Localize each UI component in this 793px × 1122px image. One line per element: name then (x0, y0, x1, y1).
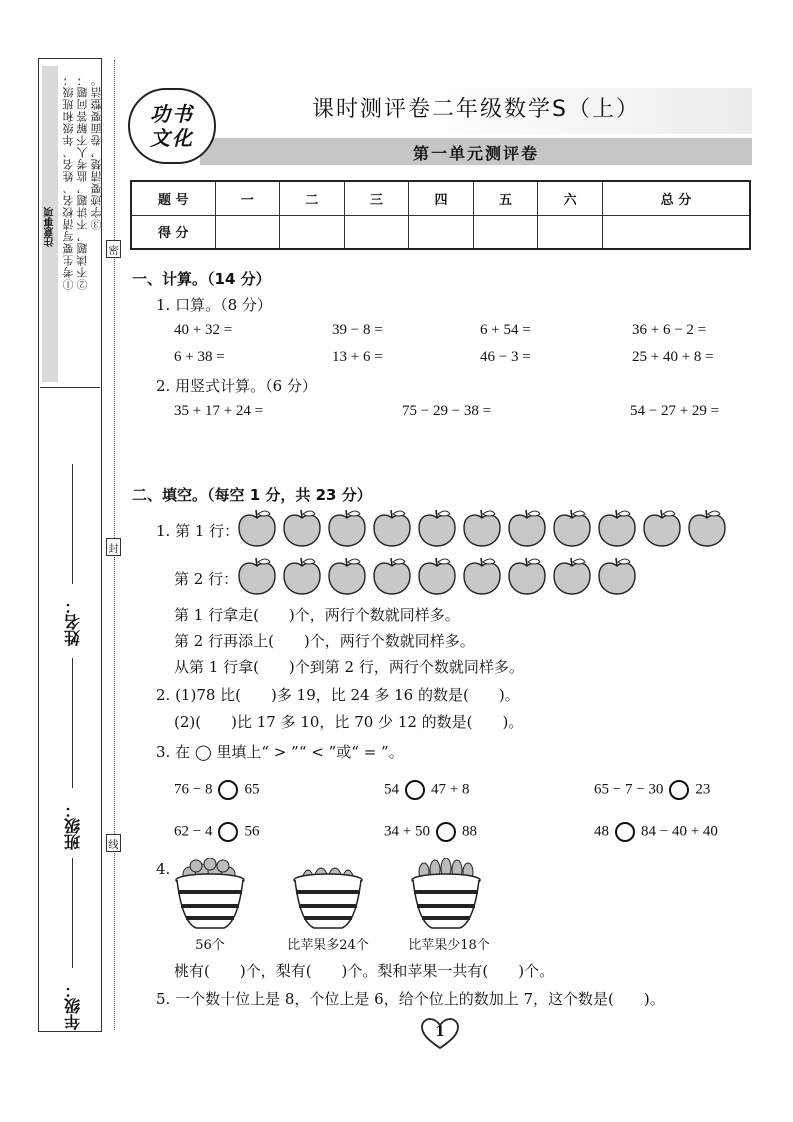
compare-circle[interactable] (405, 780, 425, 800)
oral-calc-item: 39 − 8 = (332, 322, 383, 338)
oral-calc-item: 6 + 38 = (174, 349, 225, 365)
note-line-1: ①考生要写清校名、姓名、年级和班级； (62, 74, 75, 290)
s2-q5-text: 5. 一个数十位上是 8，个位上是 6，给个位上的数加上 7，这个数是( )。 (156, 990, 665, 1008)
table-header-cell: 五 (473, 181, 538, 215)
oral-calc-item: 40 + 32 = (174, 322, 233, 338)
compare-item: 54 47 + 8 (384, 780, 469, 800)
class-line (72, 658, 73, 788)
brand-line-2: 文化 (150, 126, 194, 150)
section1-title: 一、计算。（14 分） (132, 270, 271, 288)
compare-item: 76 − 8 65 (174, 780, 259, 800)
name-label: 姓名： (63, 598, 83, 646)
basket-label-peaches: 比苹果多24个 (287, 938, 369, 953)
oral-calc-item: 25 + 40 + 8 = (632, 349, 714, 365)
table-header-cell: 二 (280, 181, 345, 215)
seal-mark-feng: 封 (106, 538, 121, 556)
oral-calc-item: 13 + 6 = (332, 349, 383, 365)
score-cell[interactable] (215, 215, 280, 249)
page-subtitle: 第一单元测评卷 (412, 144, 539, 163)
student-info (40, 388, 100, 1030)
apple-icon (416, 556, 458, 600)
basket-label-pears: 比苹果少18个 (408, 938, 490, 953)
apple-icon (236, 556, 278, 600)
compare-item: 62 − 4 56 (174, 822, 259, 842)
score-table-score-row (131, 215, 750, 249)
class-label: 班级： (63, 802, 83, 850)
apple-icon (416, 508, 458, 552)
s2-q2-line1: 2. (1)78 比( )多 19，比 24 多 16 的数是( )。 (156, 686, 520, 704)
table-header-cell: 总 分 (602, 181, 750, 215)
apple-basket-icon (172, 858, 248, 932)
apple-row2-label: 第 2 行： (174, 570, 239, 588)
oral-calc-item: 6 + 54 = (480, 322, 531, 338)
compare-item: 65 − 7 − 30 23 (594, 780, 710, 800)
section2-title: 二、填空。（每空 1 分，共 23 分） (132, 486, 372, 504)
basket-label-apples: 56个 (195, 938, 225, 953)
apple-icon (506, 556, 548, 600)
page-number-text: 1 (435, 1024, 445, 1040)
oral-calc-item: 46 − 3 = (480, 349, 531, 365)
apple-row1-label: 1. 第 1 行： (156, 522, 240, 540)
table-header-cell: 一 (215, 181, 280, 215)
apple-icon (281, 508, 323, 552)
compare-item: 48 84 − 40 + 40 (594, 822, 718, 842)
vertical-calc-item: 35 + 17 + 24 = (174, 403, 264, 419)
seal-mark-xian: 线 (106, 834, 121, 852)
note-line-3: ③字迹要清楚，卷面要整洁。 (90, 74, 103, 230)
oral-calc-item: 36 + 6 − 2 = (632, 322, 707, 338)
compare-circle[interactable] (669, 780, 689, 800)
page-number (420, 1018, 460, 1050)
s1-q2-title: 2. 用竖式计算。（6 分） (156, 377, 317, 395)
score-cell[interactable] (538, 215, 603, 249)
page-title: 课时测评卷二年级数学S（上） (312, 97, 640, 122)
s2-q1-line: 第 2 行再添上( )个，两行个数就同样多。 (174, 632, 475, 650)
apple-icon (371, 508, 413, 552)
brand-logo (128, 88, 216, 164)
apple-icon (326, 556, 368, 600)
apple-icon (506, 508, 548, 552)
brand-line-1: 功书 (150, 102, 194, 126)
apple-icon (686, 508, 728, 552)
grade-line (72, 858, 73, 968)
seal-mark-mi: 密 (106, 240, 121, 258)
notes-box (40, 60, 103, 388)
grade-label: 年级： (63, 982, 83, 1030)
score-label: 得 分 (131, 215, 215, 249)
s2-q4-number: 4. (156, 860, 171, 878)
s2-q2-line2: (2)( )比 17 多 10，比 70 少 12 的数是( )。 (174, 713, 524, 731)
apple-icon (596, 508, 638, 552)
apple-icon (281, 556, 323, 600)
apple-icon (461, 556, 503, 600)
score-cell[interactable] (602, 215, 750, 249)
apple-row-2 (236, 556, 638, 600)
name-line (72, 464, 73, 584)
apple-icon (551, 508, 593, 552)
apple-icon (641, 508, 683, 552)
score-cell[interactable] (280, 215, 345, 249)
score-cell[interactable] (409, 215, 474, 249)
s2-q1-line: 从第 1 行拿( )个到第 2 行，两行个数就同样多。 (174, 658, 524, 676)
apple-icon (236, 508, 278, 552)
apple-icon (461, 508, 503, 552)
table-header-cell: 四 (409, 181, 474, 215)
score-table-header-row (131, 181, 750, 215)
compare-circle[interactable] (615, 822, 635, 842)
notes-title: 注意事项 (42, 66, 58, 382)
apple-icon (551, 556, 593, 600)
compare-item: 34 + 50 88 (384, 822, 477, 842)
apple-row-1 (236, 508, 728, 552)
score-cell[interactable] (473, 215, 538, 249)
table-header-cell: 六 (538, 181, 603, 215)
table-header-cell: 三 (344, 181, 409, 215)
vertical-calc-item: 54 − 27 + 29 = (630, 403, 720, 419)
compare-circle[interactable] (218, 822, 238, 842)
vertical-calc-item: 75 − 29 − 38 = (402, 403, 492, 419)
score-table (130, 180, 751, 250)
s2-q1-line: 第 1 行拿走( )个，两行个数就同样多。 (174, 606, 460, 624)
table-header-cell: 题 号 (131, 181, 215, 215)
pear-basket-icon (408, 858, 484, 932)
apple-icon (371, 556, 413, 600)
apple-icon (326, 508, 368, 552)
apple-icon (596, 556, 638, 600)
s2-q3-title: 3. 在 ◯ 里填上“ > ”“ < ”或“ = ”。 (156, 743, 404, 761)
score-cell[interactable] (344, 215, 409, 249)
s2-q4-question: 桃有( )个，梨有( )个。梨和苹果一共有( )个。 (174, 962, 555, 980)
s1-q1-title: 1. 口算。（8 分） (156, 296, 272, 314)
peach-basket-icon (290, 858, 366, 932)
compare-circle[interactable] (436, 822, 456, 842)
note-line-2: ②不读题，不讲题，监考人不解答问题； (76, 74, 89, 290)
compare-circle[interactable] (218, 780, 238, 800)
